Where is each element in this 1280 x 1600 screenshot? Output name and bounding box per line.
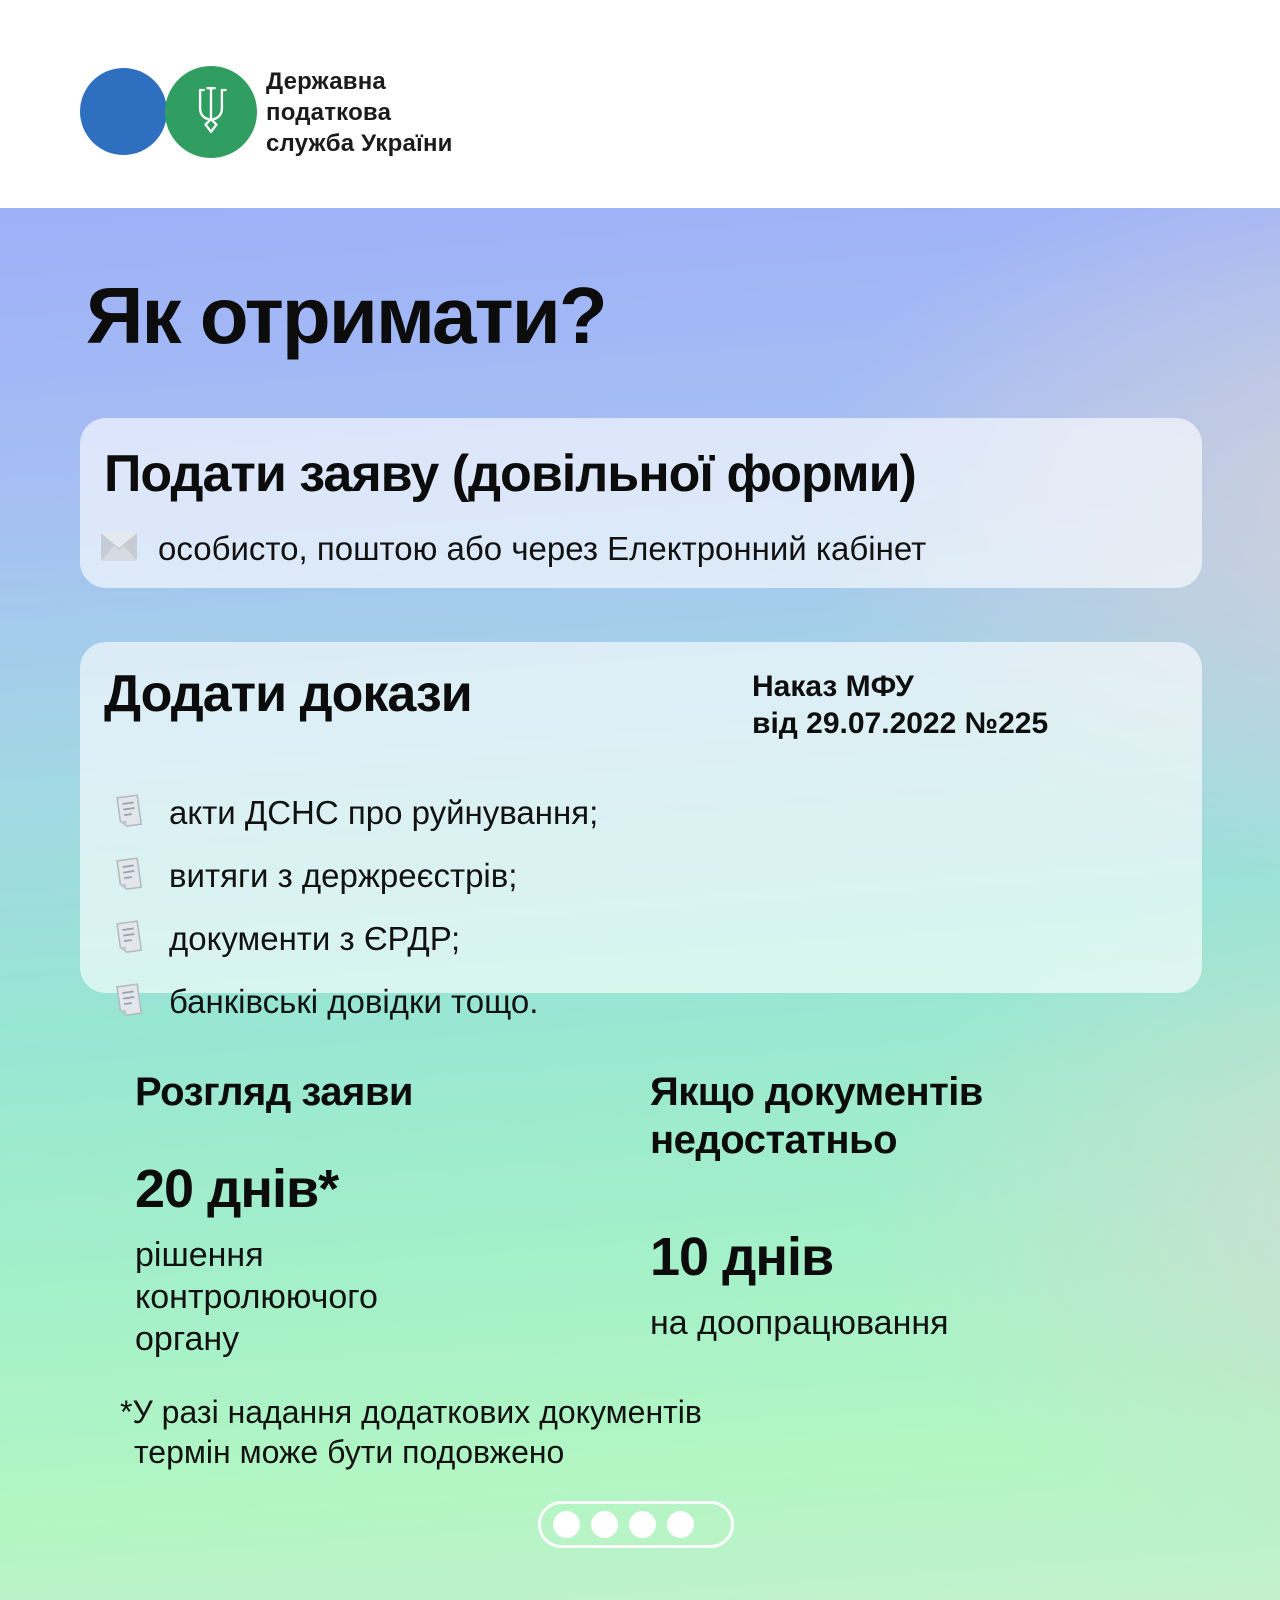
footnote: *У разі надання додаткових документів термін може бути подовжено: [120, 1394, 702, 1470]
document-icon: [114, 793, 146, 833]
card-add-evidence: [80, 642, 1202, 1020]
logo-green-circle: [165, 66, 257, 158]
document-icon: [114, 982, 146, 1022]
review-heading: Розгляд заяви: [135, 1070, 414, 1114]
submit-note-text: особисто, поштою або через Електронний кабінет: [158, 530, 927, 567]
logo-text: Державна податкова служба України: [266, 68, 453, 157]
pagination-dot[interactable]: [629, 1511, 656, 1538]
header: [0, 0, 1280, 208]
order-reference: Наказ МФУ від 29.07.2022 №225: [752, 670, 1049, 740]
insufficient-column: [650, 1068, 1170, 1344]
review-duration: 20 днів*: [135, 1159, 339, 1219]
list-item: витяги з держреєстрів;: [116, 857, 1164, 895]
card-submit-application: [80, 418, 1202, 588]
document-icon: [114, 919, 146, 959]
logo-blue-circle: [80, 68, 167, 155]
trident-icon: [191, 84, 231, 141]
infographic-body: [0, 208, 1280, 1600]
list-item: документи з ЄРДР;: [116, 920, 1164, 958]
insufficient-heading: Якщо документів недостатньо: [650, 1070, 983, 1162]
pagination-dot[interactable]: [667, 1511, 694, 1538]
review-note: рішення контролюючого органу: [135, 1236, 378, 1358]
review-column: [135, 1068, 615, 1360]
submit-note-row: [100, 530, 1172, 568]
evidence-heading: Додати докази: [104, 665, 472, 723]
list-item: акти ДСНС про руйнування;: [116, 794, 1164, 832]
evidence-list: [104, 794, 1164, 1021]
document-icon: [114, 856, 146, 896]
insufficient-duration: 10 днів: [650, 1227, 834, 1287]
carousel-pagination: [538, 1501, 734, 1548]
envelope-icon: [100, 531, 138, 567]
insufficient-note: на доопрацювання: [650, 1304, 949, 1342]
page-title: Як отримати?: [86, 271, 606, 360]
pagination-dot[interactable]: [591, 1511, 618, 1538]
submit-heading: Подати заяву (довільної форми): [104, 445, 916, 503]
list-item: банківські довідки тощо.: [116, 983, 1164, 1021]
pagination-dot[interactable]: [553, 1511, 580, 1538]
